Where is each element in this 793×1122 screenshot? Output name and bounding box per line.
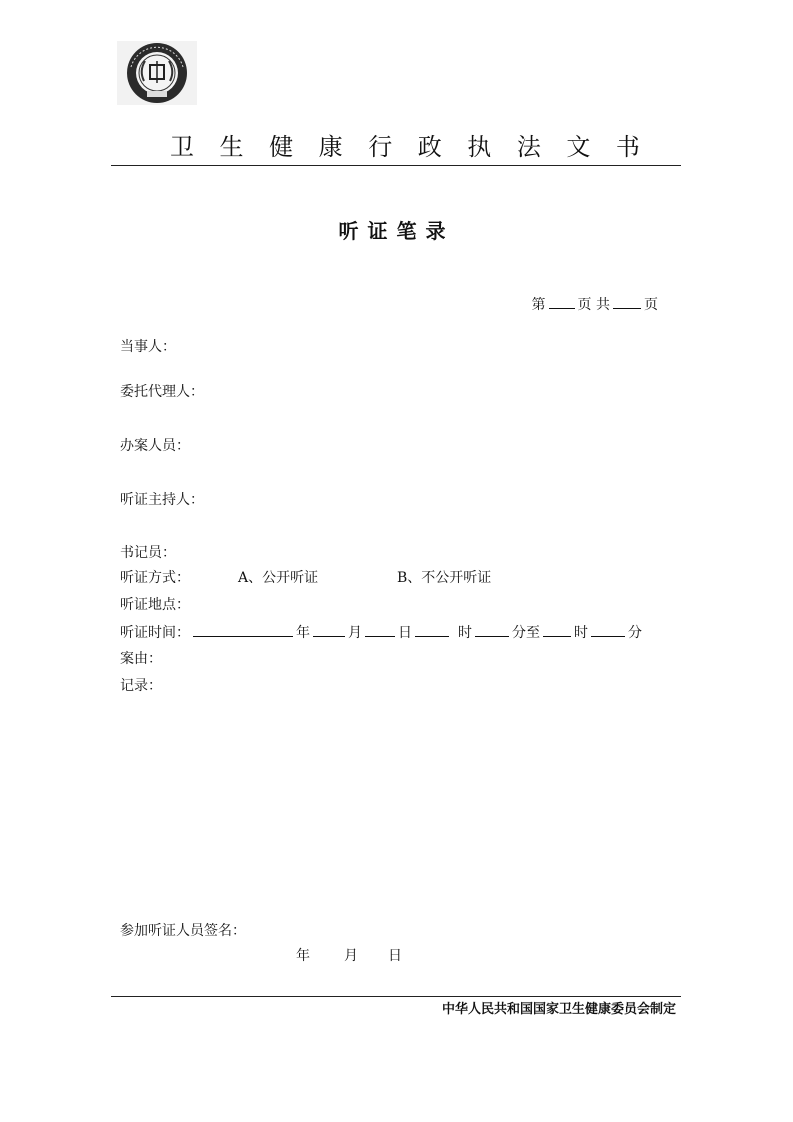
- title-char: 法: [516, 133, 541, 161]
- hearing-time-row: [120, 622, 642, 643]
- signature-month: 月: [344, 948, 358, 964]
- header-divider: [111, 165, 681, 166]
- title-char: 康: [318, 133, 343, 161]
- emblem-logo: [117, 41, 197, 105]
- clerk-field: 书记员：: [120, 545, 176, 561]
- time-year-blank[interactable]: [193, 622, 293, 637]
- location-field: 听证地点：: [120, 597, 190, 613]
- time-minute-unit: 分: [628, 625, 642, 641]
- case-staff-field: 办案人员：: [120, 438, 190, 454]
- time-day-unit: 日: [398, 625, 412, 641]
- signature-year: 年: [296, 948, 310, 964]
- page-counter: [532, 294, 658, 315]
- title-char: 文: [566, 133, 591, 161]
- record-field: 记录：: [120, 678, 162, 694]
- time-year-unit: 年: [296, 625, 310, 641]
- page-counter-middle: 页 共: [577, 297, 610, 313]
- page-counter-suffix: 页: [644, 297, 658, 313]
- issuer-text: 中华人民共和国国家卫生健康委员会制定: [441, 1002, 676, 1017]
- title-char: 行: [368, 133, 393, 161]
- method-option-public[interactable]: A、公开听证: [238, 570, 319, 586]
- time-hour-unit: 时: [458, 625, 472, 641]
- time-hour-blank[interactable]: [415, 622, 449, 637]
- party-field: 当事人：: [120, 339, 176, 355]
- agent-field: 委托代理人：: [120, 384, 204, 400]
- time-month-blank[interactable]: [313, 622, 345, 637]
- title-char: 健: [269, 133, 294, 161]
- time-hour2-unit: 时: [574, 625, 588, 641]
- time-minute-to-unit: 分至: [512, 625, 540, 641]
- time-day-blank[interactable]: [365, 622, 395, 637]
- title-char: 卫: [170, 133, 194, 161]
- signature-day: 日: [388, 948, 402, 964]
- document-title: 听证笔录: [338, 219, 455, 243]
- title-char: 生: [219, 133, 244, 161]
- time-hour2-blank[interactable]: [543, 622, 571, 637]
- method-label: 听证方式：: [120, 570, 190, 586]
- method-option-private[interactable]: B、不公开听证: [397, 570, 492, 586]
- title-char: 书: [615, 133, 640, 161]
- page-number-blank[interactable]: [549, 294, 575, 309]
- footer-divider: [111, 996, 681, 997]
- title-char: 政: [417, 133, 442, 161]
- page-total-blank[interactable]: [613, 294, 641, 309]
- page-counter-prefix: 第: [531, 297, 546, 313]
- time-month-unit: 月: [348, 625, 362, 641]
- cause-field: 案由：: [120, 651, 162, 667]
- host-field: 听证主持人：: [120, 492, 204, 508]
- signature-label: 参加听证人员签名：: [120, 923, 246, 939]
- time-label: 听证时间：: [120, 625, 190, 641]
- title-char: 执: [467, 133, 492, 161]
- time-minute2-blank[interactable]: [591, 622, 625, 637]
- time-minute-blank[interactable]: [475, 622, 509, 637]
- document-series-title: [170, 132, 640, 162]
